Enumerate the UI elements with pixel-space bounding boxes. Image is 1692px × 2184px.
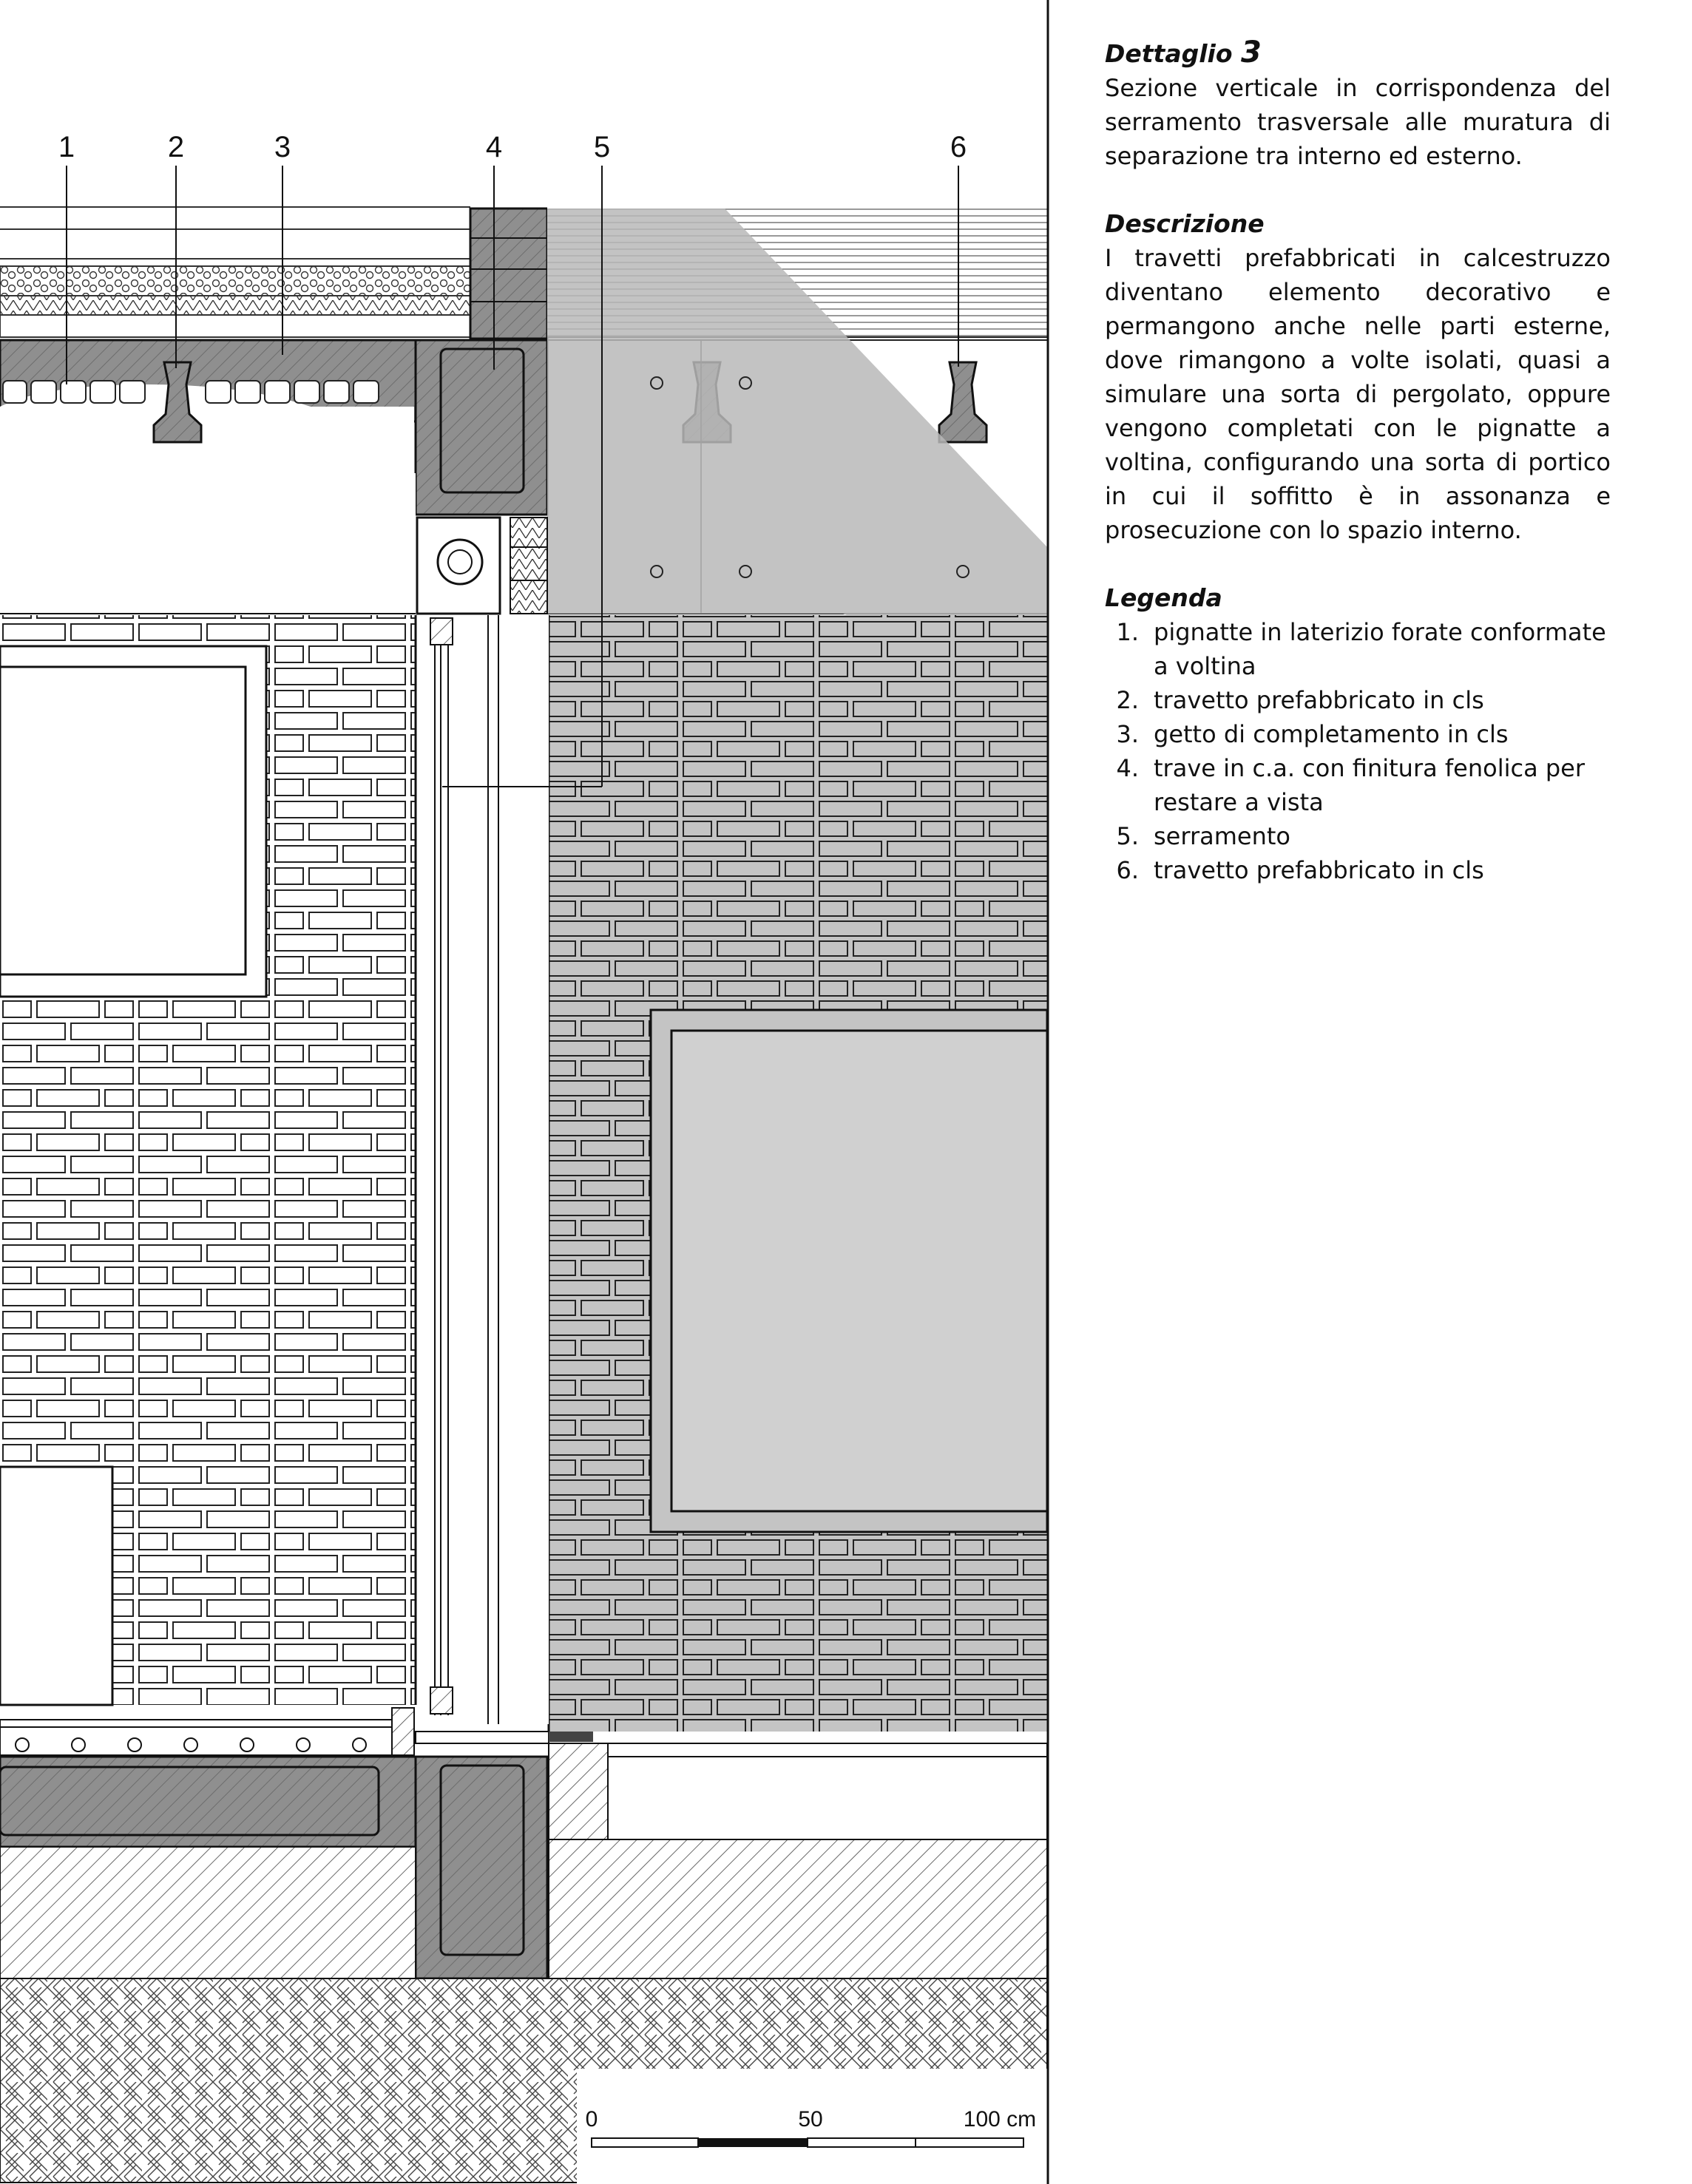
scale-label-100: 100 cm: [963, 2107, 1037, 2132]
interior-frame-lower: [0, 1467, 112, 1705]
interior-frame-upper: [0, 646, 266, 997]
callout-5: 5: [593, 131, 611, 163]
callout-6: 6: [950, 131, 967, 163]
legend-item: [1105, 615, 1611, 683]
legend-number: 3.: [1116, 720, 1139, 748]
scale-bar: [577, 2069, 1047, 2184]
legend-text: getto di completamento in cls: [1154, 720, 1509, 748]
legend-item: [1105, 683, 1611, 717]
legend-number: 1.: [1116, 618, 1139, 646]
legend-text: trave in c.a. con finitura fenolica per restare a vista: [1154, 754, 1586, 816]
legend-text: travetto prefabbricato in cls: [1154, 686, 1484, 714]
description-text: I travetti prefabbricati in calcestruzzo diventano elemento decorativo e permangono anche nelle parti esterne, dove rimangono a volte isolati, quasi a simulare una sorta di pergolato, oppure vengono completati con le pignatte a voltina, configurando una sorta di portico in cui il soffitto è in assonanza e prosecuzione con lo spazio interno.: [1105, 244, 1611, 544]
joist-outside-b: [939, 362, 987, 442]
legend-item: [1105, 853, 1611, 887]
description-section: [1105, 207, 1611, 547]
detail-word: Dettaglio: [1105, 39, 1233, 68]
detail-number: 3: [1241, 35, 1262, 69]
legend-number: 4.: [1116, 754, 1139, 782]
legend-item: [1105, 717, 1611, 751]
legend-item: [1105, 751, 1611, 819]
legend-heading: Legenda: [1105, 583, 1222, 612]
legend-text: pignatte in laterizio forate conformate a voltina: [1154, 618, 1606, 680]
detail-section: [1105, 35, 1611, 173]
legend-number: 5.: [1116, 822, 1139, 850]
exterior-panel: [651, 1010, 1047, 1532]
detail-heading: [1105, 35, 1611, 71]
legend-text: serramento: [1154, 822, 1290, 850]
legend-number: 2.: [1116, 686, 1139, 714]
scale-label-0: 0: [585, 2107, 598, 2132]
description-heading: Descrizione: [1105, 209, 1265, 238]
callout-4: 4: [485, 131, 503, 163]
callout-2: 2: [167, 131, 185, 163]
shutter-box: [417, 518, 547, 614]
legend-text: travetto prefabbricato in cls: [1154, 856, 1484, 884]
roof-layers: [0, 204, 1047, 340]
legend-item: [1105, 819, 1611, 853]
text-panel: [1105, 35, 1611, 921]
legend-number: 6.: [1116, 856, 1139, 884]
scale-label-50: 50: [798, 2107, 823, 2132]
callout-3: 3: [274, 131, 291, 163]
window-frame: [417, 615, 549, 1724]
detail-text: Sezione verticale in corrispondenza del serramento trasversale alle muratura di separazione tra interno ed esterno.: [1105, 74, 1611, 170]
callout-1: 1: [58, 131, 75, 163]
legend-section: [1105, 581, 1611, 887]
interior-ceiling: [0, 473, 416, 614]
